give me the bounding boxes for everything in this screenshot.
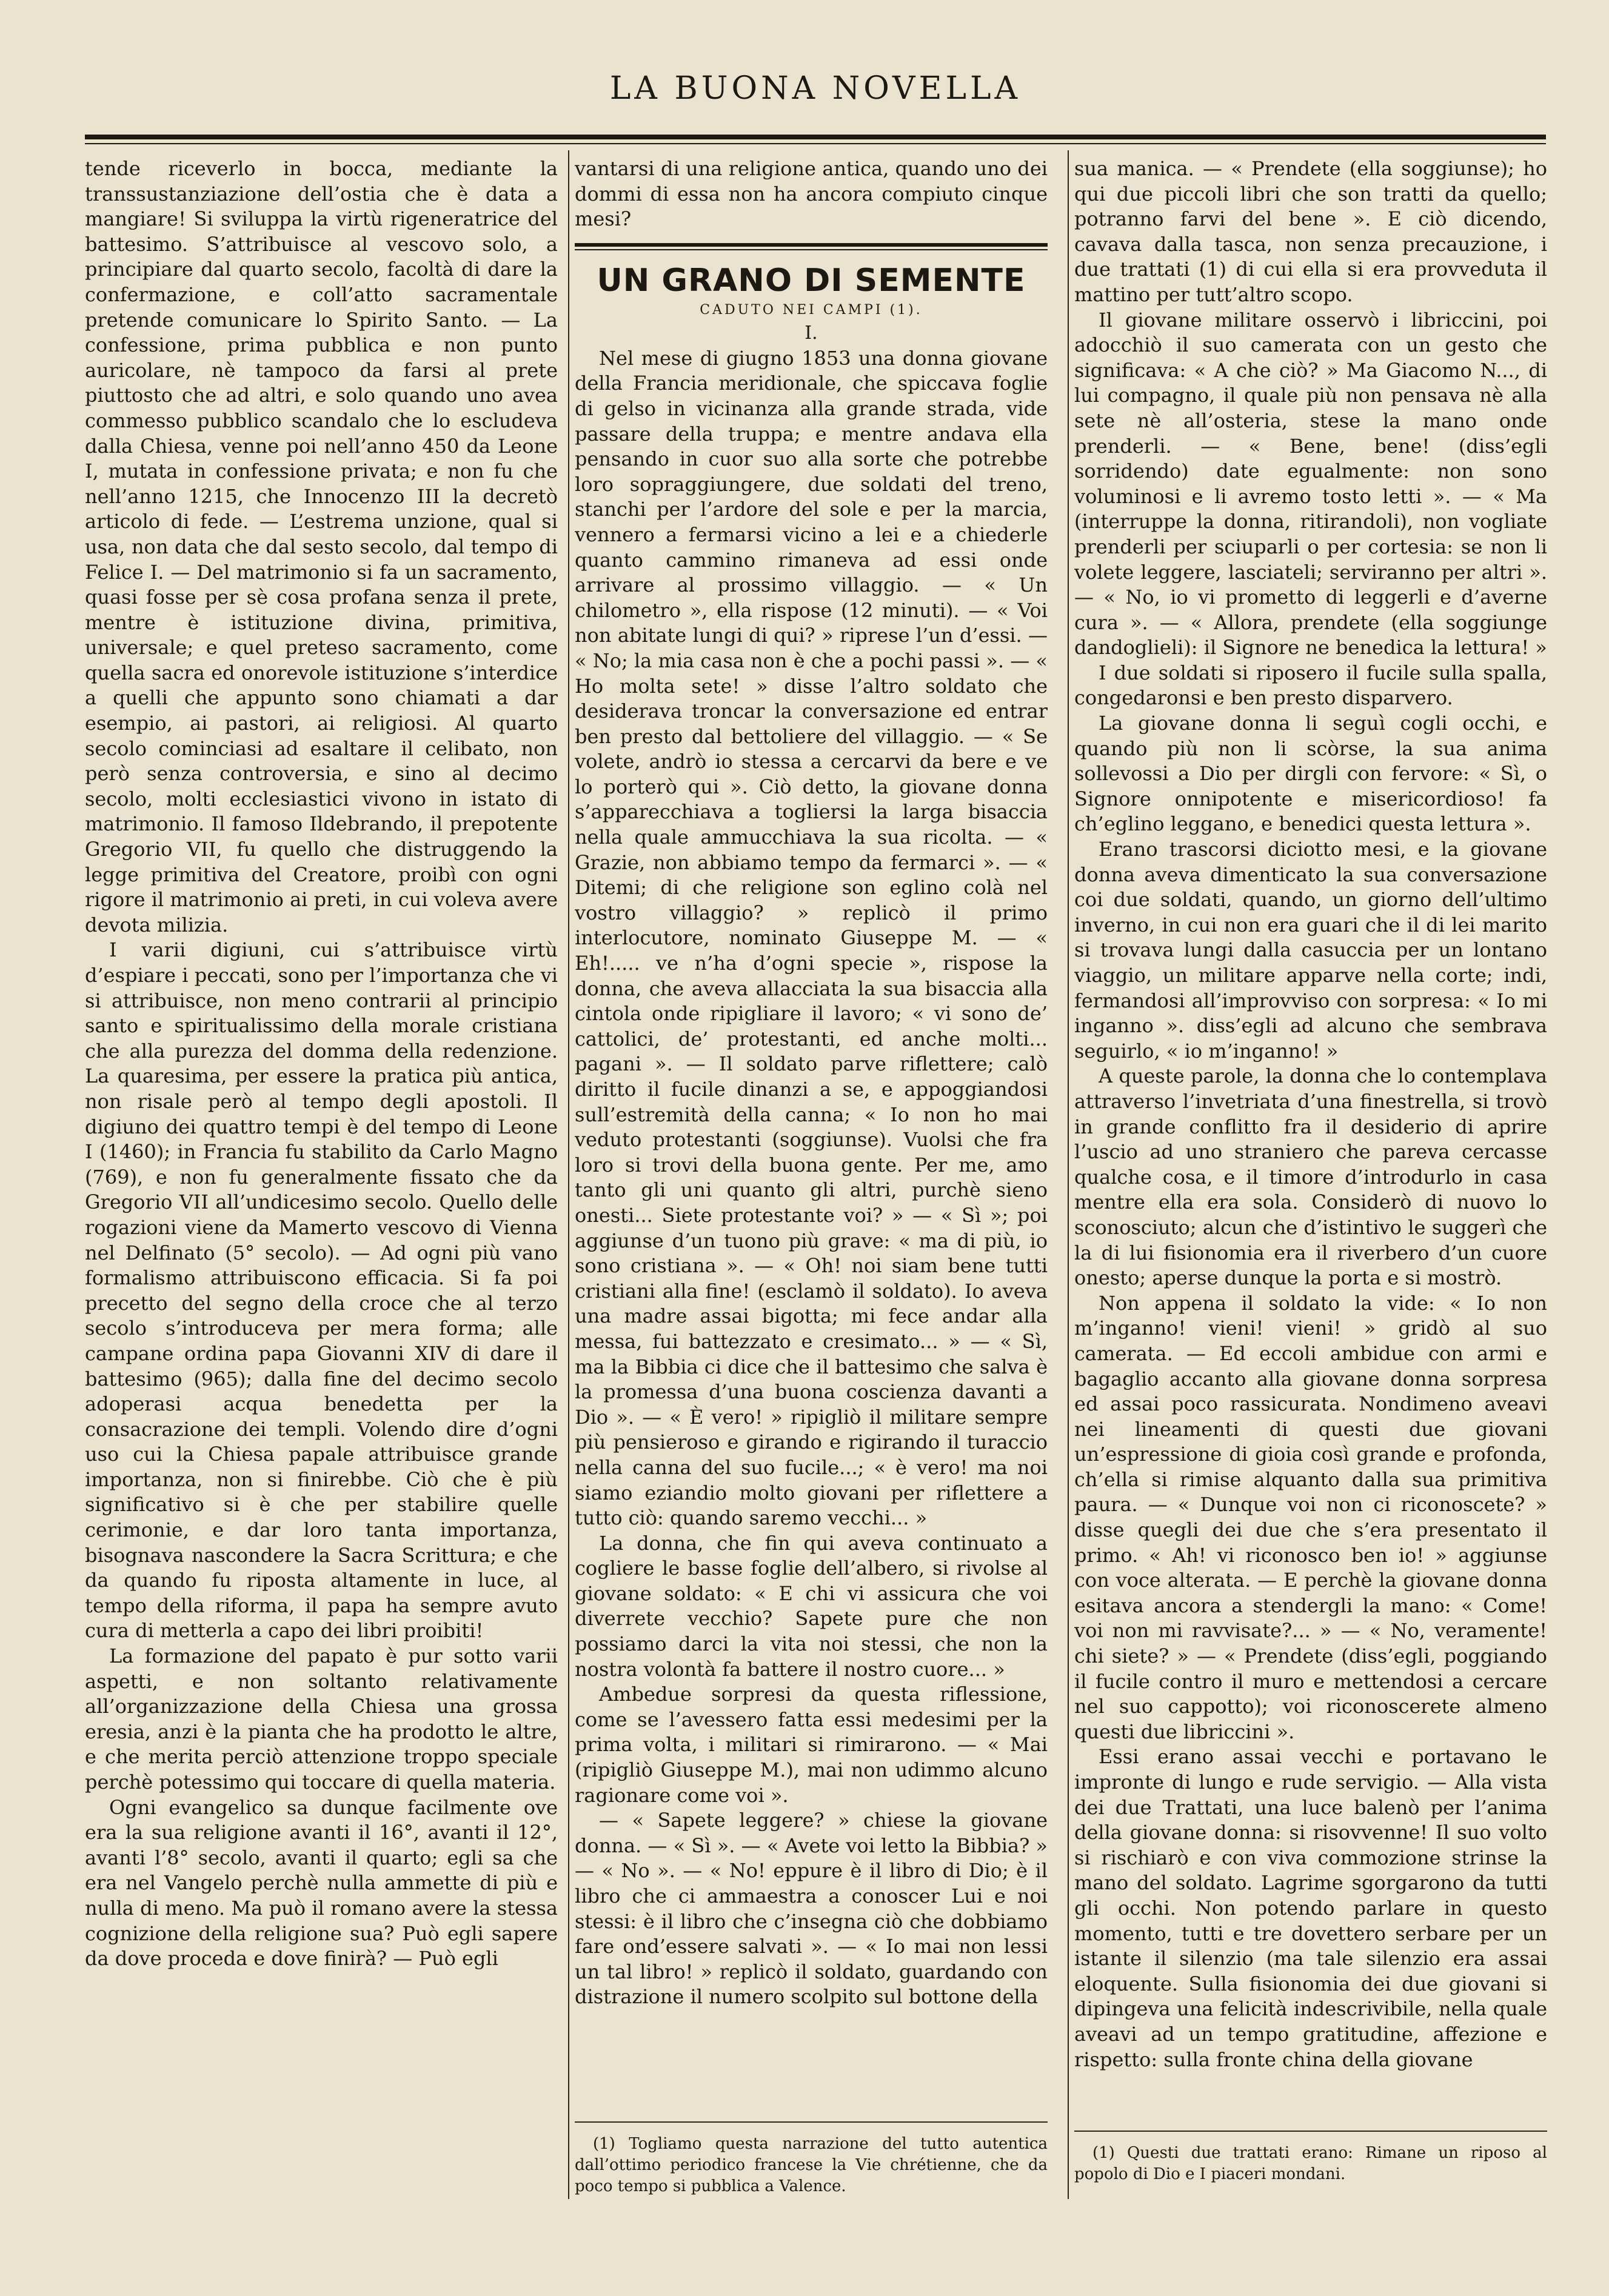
footnote [1074,2143,1547,2185]
footnote-rule [1074,2131,1547,2132]
masthead-rule-thin [85,143,1546,144]
article-title: UN GRANO DI SEMENTE [597,262,1026,299]
paragraph: La donna, che fin qui aveva continuato a cogliere le basse foglie dell’albero, si rivolse al giovane soldato: « E chi vi assicura che voi diverrete vecchio? Sapete pure che non possiamo darci la vita noi stessi, che non la nostra volontà fa battere il nostro cuore... » [575,1531,1048,1681]
paragraph: I due soldati si riposero il fucile sulla spalla, congedaronsi e ben presto disparvero. [1074,661,1547,710]
paragraph: Ogni evangelico sa dunque facilmente ove era la sua religione avanti il 16°, avanti il 12°, avanti l’8° secolo, avanti il quarto; egli sa che era nel Vangelo perchè nulla ammette di più e nulla di meno. Ma può il romano avere la stessa cognizione della religione sua? Può egli sapere da dove proceda e dove finirà? — Può egli [85,1795,558,1971]
paragraph: Non appena il soldato la vide: « Io non m’inganno! vieni! vieni! » gridò al suo camerata. — Ed eccoli ambidue con armi e bagaglio accanto alla giovane donna sorpresa ed assai poco rassicurata. Nondimeno aveavi nei lineamenti di questi due giovani un’espressione di gioia così grande e profonda, ch’ella si rimise alquanto dalla sua primitiva paura. — « Dunque voi non ci riconoscete? » disse quegli dei due che s’era presentato il primo. « Ah! vi riconosco ben io! » aggiunse con voce alterata. — E perchè la giovane donna esitava ancora a stendergli la mano: « Come! voi non mi ravvisate?... » — « No, veramente! chi siete? » — « Prendete (diss’egli, poggiando il fucile contro il muro e mettendosi a cercare nel suo cappotto); voi riconoscerete almeno questi due libriccini ». [1074,1291,1547,1743]
paragraph: sua manica. — « Prendete (ella soggiunse); ho qui due piccoli libri che son tratti da quello; potranno farvi del bene ». E ciò dicendo, cavava dalla tasca, non senza precauzione, i due trattati (1) di cui ella si era provveduta il mattino per tutt’altro scopo. [1074,157,1547,306]
paragraph: A queste parole, la donna che lo contemplava attraverso l’invetriata d’una finestrella, si trovò in grande conflitto fra il desiderio di aprire l’uscio ad uno straniero che pareva cercasse qualche cosa, e il timore d’introdurlo in casa mentre ella era sola. Considerò di nuovo lo sconosciuto; alcun che d’istintivo le suggerì che la di lui fisionomia era il riverbero d’un cuore onesto; aperse dunque la porta e si mostrò. [1074,1064,1547,1290]
column-1 [85,156,558,2193]
section-number: I. [804,322,818,344]
paragraph: Essi erano assai vecchi e portavano le impronte di lungo e rude servigio. — Alla vista dei due Trattati, una luce balenò per l’anima della giovane donna: si risovvenne! Il suo volto si rischiarò e con viva commozione strinse la mano del soldato. Lagrime sgorgarono da tutti gli occhi. Non potendo parlare in questo momento, tutti e tre dovettero serbare per un istante il silenzio (ma tale silenzio era assai eloquente. Sulla fisionomia dei due giovani si dipingeva una felicità indescrivibile, nella quale aveavi ad un tempo gratitudine, affezione e rispetto: sulla fronte china della giovane [1074,1745,1547,2071]
paragraph: Ambedue sorpresi da questa riflessione, come se l’avessero fatta essi medesimi per la prima volta, i militari si rimirarono. — « Mai (ripigliò Giuseppe M.), mai non udimmo alcuno ragionare come voi ». [575,1683,1048,1807]
paragraph: La formazione del papato è pur sotto varii aspetti, e non soltanto relativamente all’organizzazione della Chiesa una grossa eresia, anzi è la pianta che ha prodotto le altre, e che merita perciò attenzione troppo speciale perchè potessimo qui toccare di quella materia. [85,1644,558,1794]
footnote-rule [575,2121,1048,2123]
footnote [575,2134,1048,2197]
paragraph: vantarsi di una religione antica, quando uno dei dommi di essa non ha ancora compiuto cinque mesi? [575,157,1048,231]
paragraph: Il giovane militare osservò i libriccini, poi adocchiò il suo camerata con un gesto che significava: « A che ciò? » Ma Giacomo N..., di lui compagno, il quale più non pensava nè alla sete nè all’osteria, stese la mano onde prenderli. — « Bene, bene! (diss’egli sorridendo) date egualmente: non sono voluminosi e li avremo tosto letti ». — « Ma (interruppe la donna, ritirandoli), non vogliate prenderli per sciuparli o per cortesia: se non li volete leggere, lasciateli; serviranno per altri ». — « No, io vi prometto di leggerli e d’averne cura ». — « Allora, prendete (ella soggiunge dandoglieli): il Signore ne benedica la lettura! » [1074,308,1547,659]
paragraph: — « Sapete leggere? » chiese la giovane donna. — « Sì ». — « Avete voi letto la Bibbia? » — « No ». — « No! eppure è il libro di Dio; è il libro che ci ammaestra a conoscer Lui e noi stessi: è il libro che c’insegna ciò che dobbiamo fare ond’essere salvati ». — « Io mai non lessi un tal libro! » replicò il soldato, guardando con distrazione il numero scolpito sul bottone della [575,1809,1048,2009]
paragraph: I varii digiuni, cui s’attribuisce virtù d’espiare i peccati, sono per l’importanza che vi si attribuisce, non meno contrarii al principio santo e spiritualissimo della morale cristiana che alla purezza del domma della redenzione. La quaresima, per essere la pratica più antica, non risale però al tempo degli apostoli. Il digiuno dei quattro tempi è del tempo di Leone I (1460); in Francia fu stabilito da Carlo Magno (769), e non fu generalmente fissato che da Gregorio VII all’undicesimo secolo. Quello delle rogazioni viene da Mamerto vescovo di Vienna nel Delfinato (5° secolo). — Ad ogni più vano formalismo attribuiscono efficacia. Si fa poi precetto del segno della croce che al terzo secolo s’introduceva per mera forma; alle campane ordina papa Giovanni XIV di dare il battesimo (965); dalla fine del decimo secolo adoperasi acqua benedetta per la consacrazione dei templi. Volendo dire d’ogni uso cui la Chiesa papale attribuisce grande importanza, non si finirebbe. Ciò che è più significativo si è che per stabilire quelle cerimonie, e dar loro tanta importanza, bisognava nascondere la Sacra Scrittura; e che da quando fu riposta altamente in luce, al tempo della riforma, il papa ha sempre avuto cura di metterla a capo dei libri proibiti! [85,938,558,1643]
article-subtitle: CADUTO NEI CAMPI (1). [700,302,923,318]
footnote-text: (1) Questi due trattati erano: Rimane un riposo al popolo di Dio e I piaceri mondani. [1074,2144,1547,2183]
paragraph: La giovane donna li seguì cogli occhi, e quando più non li scòrse, la sua anima sollevossi a Dio per dirgli con fervore: « Sì, o Signore onnipotente e misericordioso! fa ch’eglino leggano, e benedici questa lettura ». [1074,712,1547,836]
masthead-rule-thick [85,135,1546,139]
section-rule [575,243,1048,247]
paragraph: Erano trascorsi diciotto mesi, e la giovane donna aveva dimenticato la sua conversazione coi due soldati, quando, un giorno dell’ultimo inverno, in cui non era guari che il di lei marito si trovava lungi dalla casuccia per un lontano viaggio, un militare apparve nella corte; indi, fermandosi all’improvviso con sorpresa: « Io mi inganno ». diss’egli ad alcuno che sembrava seguirlo, « io m’inganno! » [1074,838,1547,1063]
masthead-title: LA BUONA NOVELLA [609,70,1022,107]
paragraph: tende riceverlo in bocca, mediante la transsustanziazione dell’ostia che è data a mangiare! Si sviluppa la virtù rigeneratrice del battesimo. S’attribuisce al vescovo solo, a principiare dal quarto secolo, facoltà di dare la confermazione, e coll’atto sacramentale pretende comunicare lo Spirito Santo. — La confessione, prima pubblica e non punto auricolare, nè tampoco da farsi al prete piuttosto che ad altri, e solo quando uno avea commesso pubblico scandalo che lo escludeva dalla Chiesa, venne poi nell’anno 450 da Leone I, mutata in confessione privata; e non fu che nell’anno 1215, che Innocenzo III la decretò articolo di fede. — L’estrema unzione, qual si usa, non data che dal sesto secolo, dal tempo di Felice I. — Del matrimonio si fa un sacramento, quasi fosse per sè cosa profana senza il prete, mentre è istituzione divina, primitiva, universale; e quel preteso sacramento, come quella sacra ed onorevole istituzione s’interdice a quelli che appunto sono chiamati a dar esempio, ai pastori, ai religiosi. Al quarto secolo cominciasi ad esaltare il celibato, non però senza controversia, e sino al decimo secolo, molti ecclesiastici vivono in istato di matrimonio. Il famoso Ildebrando, il prepotente Gregorio VII, fu quello che distruggendo la legge primitiva del Creatore, proibì con ogni rigore il matrimonio ai preti, in cui voleva avere devota milizia. [85,157,558,936]
column-divider [568,150,569,2199]
column-2 [575,156,1048,2114]
footnote-text: (1) Togliamo questa narrazione del tutto autentica dall’ottimo periodico francese la Vie chrétienne, che da poco tempo si pubblica a Valence. [575,2135,1048,2195]
column-3 [1074,156,1547,2120]
column-divider [1068,150,1069,2199]
paragraph: Nel mese di giugno 1853 una donna giovane della Francia meridionale, che spiccava foglie di gelso in vicinanza alla grande strada, vide passare della truppa; e mentre andava ella pensando in cuor suo alla sorte che potrebbe loro sopraggiungere, due soldati del treno, stanchi per l’ardore del sole e per la marcia, vennero a fermarsi vicino a lei e a chiederle quanto cammino rimaneva ad essi onde arrivare al prossimo villaggio. — « Un chilometro », ella rispose (12 minuti). — « Voi non abitate lungi di qui? » riprese l’un d’essi. — « No; la mia casa non è che a pochi passi ». — « Ho molta sete! » disse l’altro soldato che desiderava troncar la conversazione ed entrar ben presto dal bettoliere del villaggio. — « Se volete, andrò io stessa a cercarvi da bere e ve lo porterò qui ». Ciò detto, la giovane donna s’apparecchiava a togliersi la larga bisaccia nella quale ammucchiava la sua ricolta. — « Grazie, non abbiamo tempo da fermarci ». — « Ditemi; di che religione son eglino colà nel vostro villaggio? » replicò il primo interlocutore, nominato Giuseppe M. — « Eh!..... ve n’ha d’ogni specie », rispose la donna, che aveva allacciata la sua bisaccia alla cintola onde ripigliare il lavoro; « vi sono de’ cattolici, de’ protestanti, ed anche molti... pagani ». — Il soldato parve riflettere; calò diritto il fucile dinanzi a se, e appoggiandosi sull’estremità della canna; « Io non ho mai veduto protestanti (soggiunse). Vuolsi che fra loro si trovi della buona gente. Per me, amo tanto gli uni quanto gli altri, purchè sieno onesti... Siete protestante voi? » — « Sì »; poi aggiunse d’un tuono più grave: « ma di più, io sono cristiana ». — « Oh! noi siam bene tutti cristiani alla fine! (esclamò il soldato). Io aveva una madre assai bigotta; mi fece andar alla messa, fui battezzato e cresimato... » — « Sì, ma la Bibbia ci dice che il battesimo che salva è la promessa d’una buona coscienza davanti a Dio ». — « È vero! » ripigliò il militare sempre più pensieroso e girando e rigirando il turaccio nella canna del suo fucile...; « è vero! ma noi siamo eziandio molto giovani per riflettere a tutto ciò: quando saremo vecchi... » [575,346,1048,1530]
section-rule [575,249,1048,250]
